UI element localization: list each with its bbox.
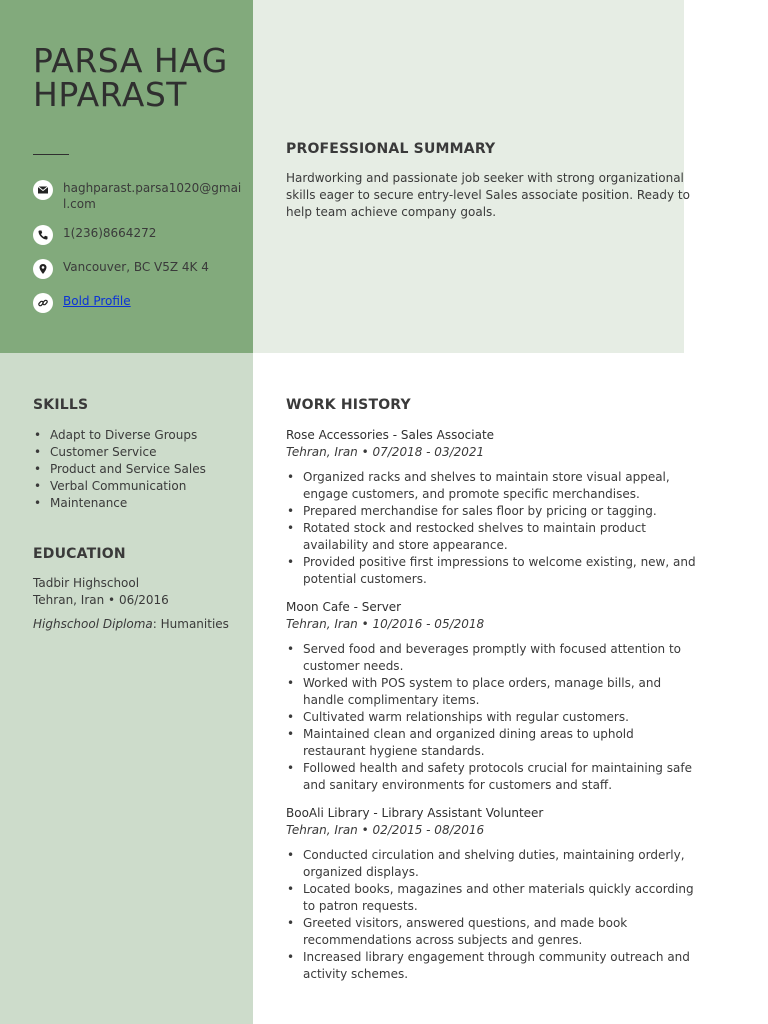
- work-history-heading: WORK HISTORY: [286, 397, 411, 413]
- location-pin-icon: [33, 259, 53, 279]
- contact-email: [33, 180, 243, 212]
- name-divider: [33, 154, 69, 155]
- phone-text: 1(236)8664272: [63, 226, 157, 240]
- skill-item: • Product and Service Sales: [33, 461, 248, 478]
- contact-profile: [33, 293, 243, 313]
- degree-field: : Humanities: [152, 617, 229, 631]
- education-location-date: Tehran, Iran • 06/2016: [33, 593, 169, 607]
- job-duty: • Served food and beverages promptly with focused attention to customer needs.: [286, 641, 696, 675]
- job-heading: BooAli Library - Library Assistant Volunteer: [286, 806, 544, 820]
- summary-heading: PROFESSIONAL SUMMARY: [286, 141, 496, 157]
- address-text: Vancouver, BC V5Z 4K 4: [63, 260, 209, 274]
- job-entry: [286, 427, 696, 588]
- link-icon: [33, 293, 53, 313]
- job-location-dates: Tehran, Iran • 02/2015 - 08/2016: [286, 823, 485, 837]
- skill-item: • Maintenance: [33, 495, 248, 512]
- education-degree: [33, 617, 229, 631]
- job-duty: • Followed health and safety protocols crucial for maintaining safe and sanitary environments for customers and staff.: [286, 760, 696, 794]
- skill-item: • Customer Service: [33, 444, 248, 461]
- job-duty: • Maintained clean and organized dining areas to uphold restaurant hygiene standards.: [286, 726, 696, 760]
- job-entry: [286, 805, 696, 983]
- job-duty: • Cultivated warm relationships with regular customers.: [286, 709, 696, 726]
- job-duty: • Located books, magazines and other materials quickly according to patron requests.: [286, 881, 696, 915]
- education-school: Tadbir Highschool: [33, 576, 140, 590]
- job-entry: [286, 599, 696, 794]
- envelope-icon: [33, 180, 53, 200]
- job-duty: • Organized racks and shelves to maintain store visual appeal, engage customers, and promote specific merchandises.: [286, 469, 696, 503]
- email-text: haghparast.parsa1020@gmail.com: [63, 181, 242, 211]
- job-duty: • Greeted visitors, answered questions, and made book recommendations across subjects and genres.: [286, 915, 696, 949]
- candidate-name: PARSA HAGHPARAST: [33, 41, 228, 114]
- skill-item: • Adapt to Diverse Groups: [33, 427, 248, 444]
- degree-name: Highschool Diploma: [33, 617, 153, 631]
- job-duties: [286, 469, 696, 588]
- job-duty: • Provided positive first impressions to welcome existing, new, and potential customers.: [286, 554, 696, 588]
- contact-phone: [33, 225, 243, 245]
- work-history-list: [286, 427, 696, 994]
- skills-list: [33, 427, 248, 512]
- education-heading: EDUCATION: [33, 546, 126, 562]
- job-location-dates: Tehran, Iran • 10/2016 - 05/2018: [286, 617, 485, 631]
- skill-item: • Verbal Communication: [33, 478, 248, 495]
- job-duties: [286, 641, 696, 794]
- profile-link[interactable]: Bold Profile: [63, 294, 131, 308]
- job-duty: • Increased library engagement through community outreach and activity schemes.: [286, 949, 696, 983]
- job-heading: Rose Accessories - Sales Associate: [286, 428, 495, 442]
- skills-heading: SKILLS: [33, 397, 89, 413]
- job-duty: • Conducted circulation and shelving duties, maintaining orderly, organized displays.: [286, 847, 696, 881]
- job-duty: • Worked with POS system to place orders, manage bills, and handle complimentary items.: [286, 675, 696, 709]
- contact-address: [33, 259, 243, 279]
- job-location-dates: Tehran, Iran • 07/2018 - 03/2021: [286, 445, 485, 459]
- job-duty: • Rotated stock and restocked shelves to maintain product availability and store appearance.: [286, 520, 696, 554]
- summary-text: Hardworking and passionate job seeker with strong organizational skills eager to secure entry-level Sales associate position. Ready to help team achieve company goals.: [286, 171, 690, 219]
- job-duties: [286, 847, 696, 983]
- job-heading: Moon Cafe - Server: [286, 600, 402, 614]
- phone-icon: [33, 225, 53, 245]
- job-duty: • Prepared merchandise for sales floor by pricing or tagging.: [286, 503, 696, 520]
